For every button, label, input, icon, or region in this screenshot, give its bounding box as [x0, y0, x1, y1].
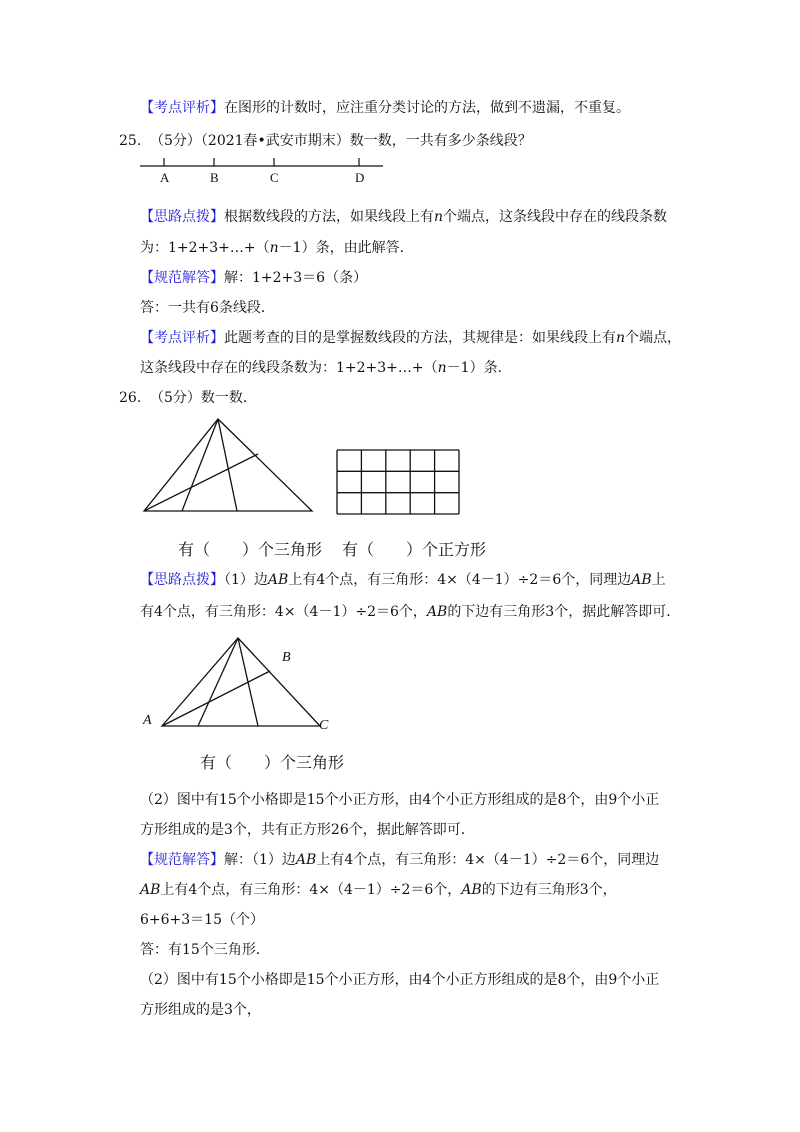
- caption-triangles-2: 有（ ）个三角形: [200, 753, 345, 772]
- point-label-a: A: [160, 170, 170, 185]
- labeled-triangle-figure: [158, 634, 328, 734]
- point-label-c: C: [270, 170, 279, 185]
- comment-tag: 【考点评析】: [140, 330, 224, 346]
- q26-solution2-line2: 方形组成的是3个，: [140, 1002, 261, 1018]
- q26-solution2-line1: （2）图中有15个小格即是15个小正方形，由4个小正方形组成的是8个，由9个小正: [140, 972, 660, 988]
- q25-hint-line2: 为：1+2+3+…+（n－1）条，由此解答．: [140, 240, 414, 256]
- q25-solution: 【规范解答】解：1+2+3＝6（条）: [140, 270, 368, 286]
- triangle-figure: [140, 415, 320, 515]
- solution-tag: 【规范解答】: [140, 852, 224, 868]
- q26-hint-line1: 【思路点拨】（1）边AB上有4个点，有三角形：4×（4－1）÷2＝6个，同理边AB上: [140, 572, 666, 588]
- q25-comment-line1: 【考点评析】此题考查的目的是掌握数线段的方法，其规律是：如果线段上有n个端点，: [140, 330, 682, 346]
- q26-number: 26.: [119, 390, 142, 406]
- q24-comment: [140, 98, 630, 118]
- solution-tag: 【规范解答】: [140, 270, 224, 286]
- q25-question: （5分）（2021春•武安市期末）数一数，一共有多少条线段？: [150, 133, 532, 149]
- q26-solution-line1: 【规范解答】解：（1）边AB上有4个点，有三角形：4×（4－1）÷2＝6个，同理边: [140, 852, 660, 868]
- vertex-label-b: B: [282, 650, 291, 665]
- vertex-label-c: C: [319, 718, 329, 733]
- q26-solution-line2: AB上有4个点，有三角形：4×（4－1）÷2＝6个，AB的下边有三角形3个，: [140, 882, 617, 898]
- point-label-d: D: [355, 170, 365, 185]
- caption-triangles: 有（ ）个三角形: [178, 540, 323, 559]
- point-label-b: B: [210, 170, 219, 185]
- q25-number: 25.: [119, 133, 142, 149]
- q25-hint-line1: 【思路点拨】根据数线段的方法，如果线段上有n个端点，这条线段中存在的线段条数: [140, 209, 668, 225]
- comment-tag: 【考点评析】: [140, 100, 224, 116]
- hint-tag: 【思路点拨】: [140, 209, 224, 225]
- q26-hint2-line1: （2）图中有15个小格即是15个小正方形，由4个小正方形组成的是8个，由9个小正: [140, 792, 660, 808]
- q26-hint2-line2: 方形组成的是3个，共有正方形26个，据此解答即可．: [140, 822, 475, 838]
- q26-solution-line3: 6+6+3＝15（个）: [140, 912, 264, 928]
- comment-text: 在图形的计数时，应注重分类讨论的方法，做到不遗漏，不重复。: [224, 100, 630, 116]
- q26-hint-line2: 有4个点，有三角形：4×（4－1）÷2＝6个，AB的下边有三角形3个，据此解答即可．: [140, 604, 681, 620]
- q25-comment-line2: 这条线段中存在的线段条数为：1+2+3+…+（n－1）条．: [140, 360, 512, 376]
- q25-segment-figure: [140, 152, 390, 172]
- q26-answer: 答：有15个三角形．: [140, 942, 270, 958]
- q25-answer: 答：一共有6条线段．: [140, 300, 275, 316]
- caption-squares: 有（ ）个正方形: [342, 540, 487, 559]
- vertex-label-a: A: [143, 713, 152, 728]
- hint-tag: 【思路点拨】: [140, 572, 224, 588]
- square-grid-figure: [336, 449, 460, 515]
- q26-question: （5分）数一数．: [150, 390, 257, 406]
